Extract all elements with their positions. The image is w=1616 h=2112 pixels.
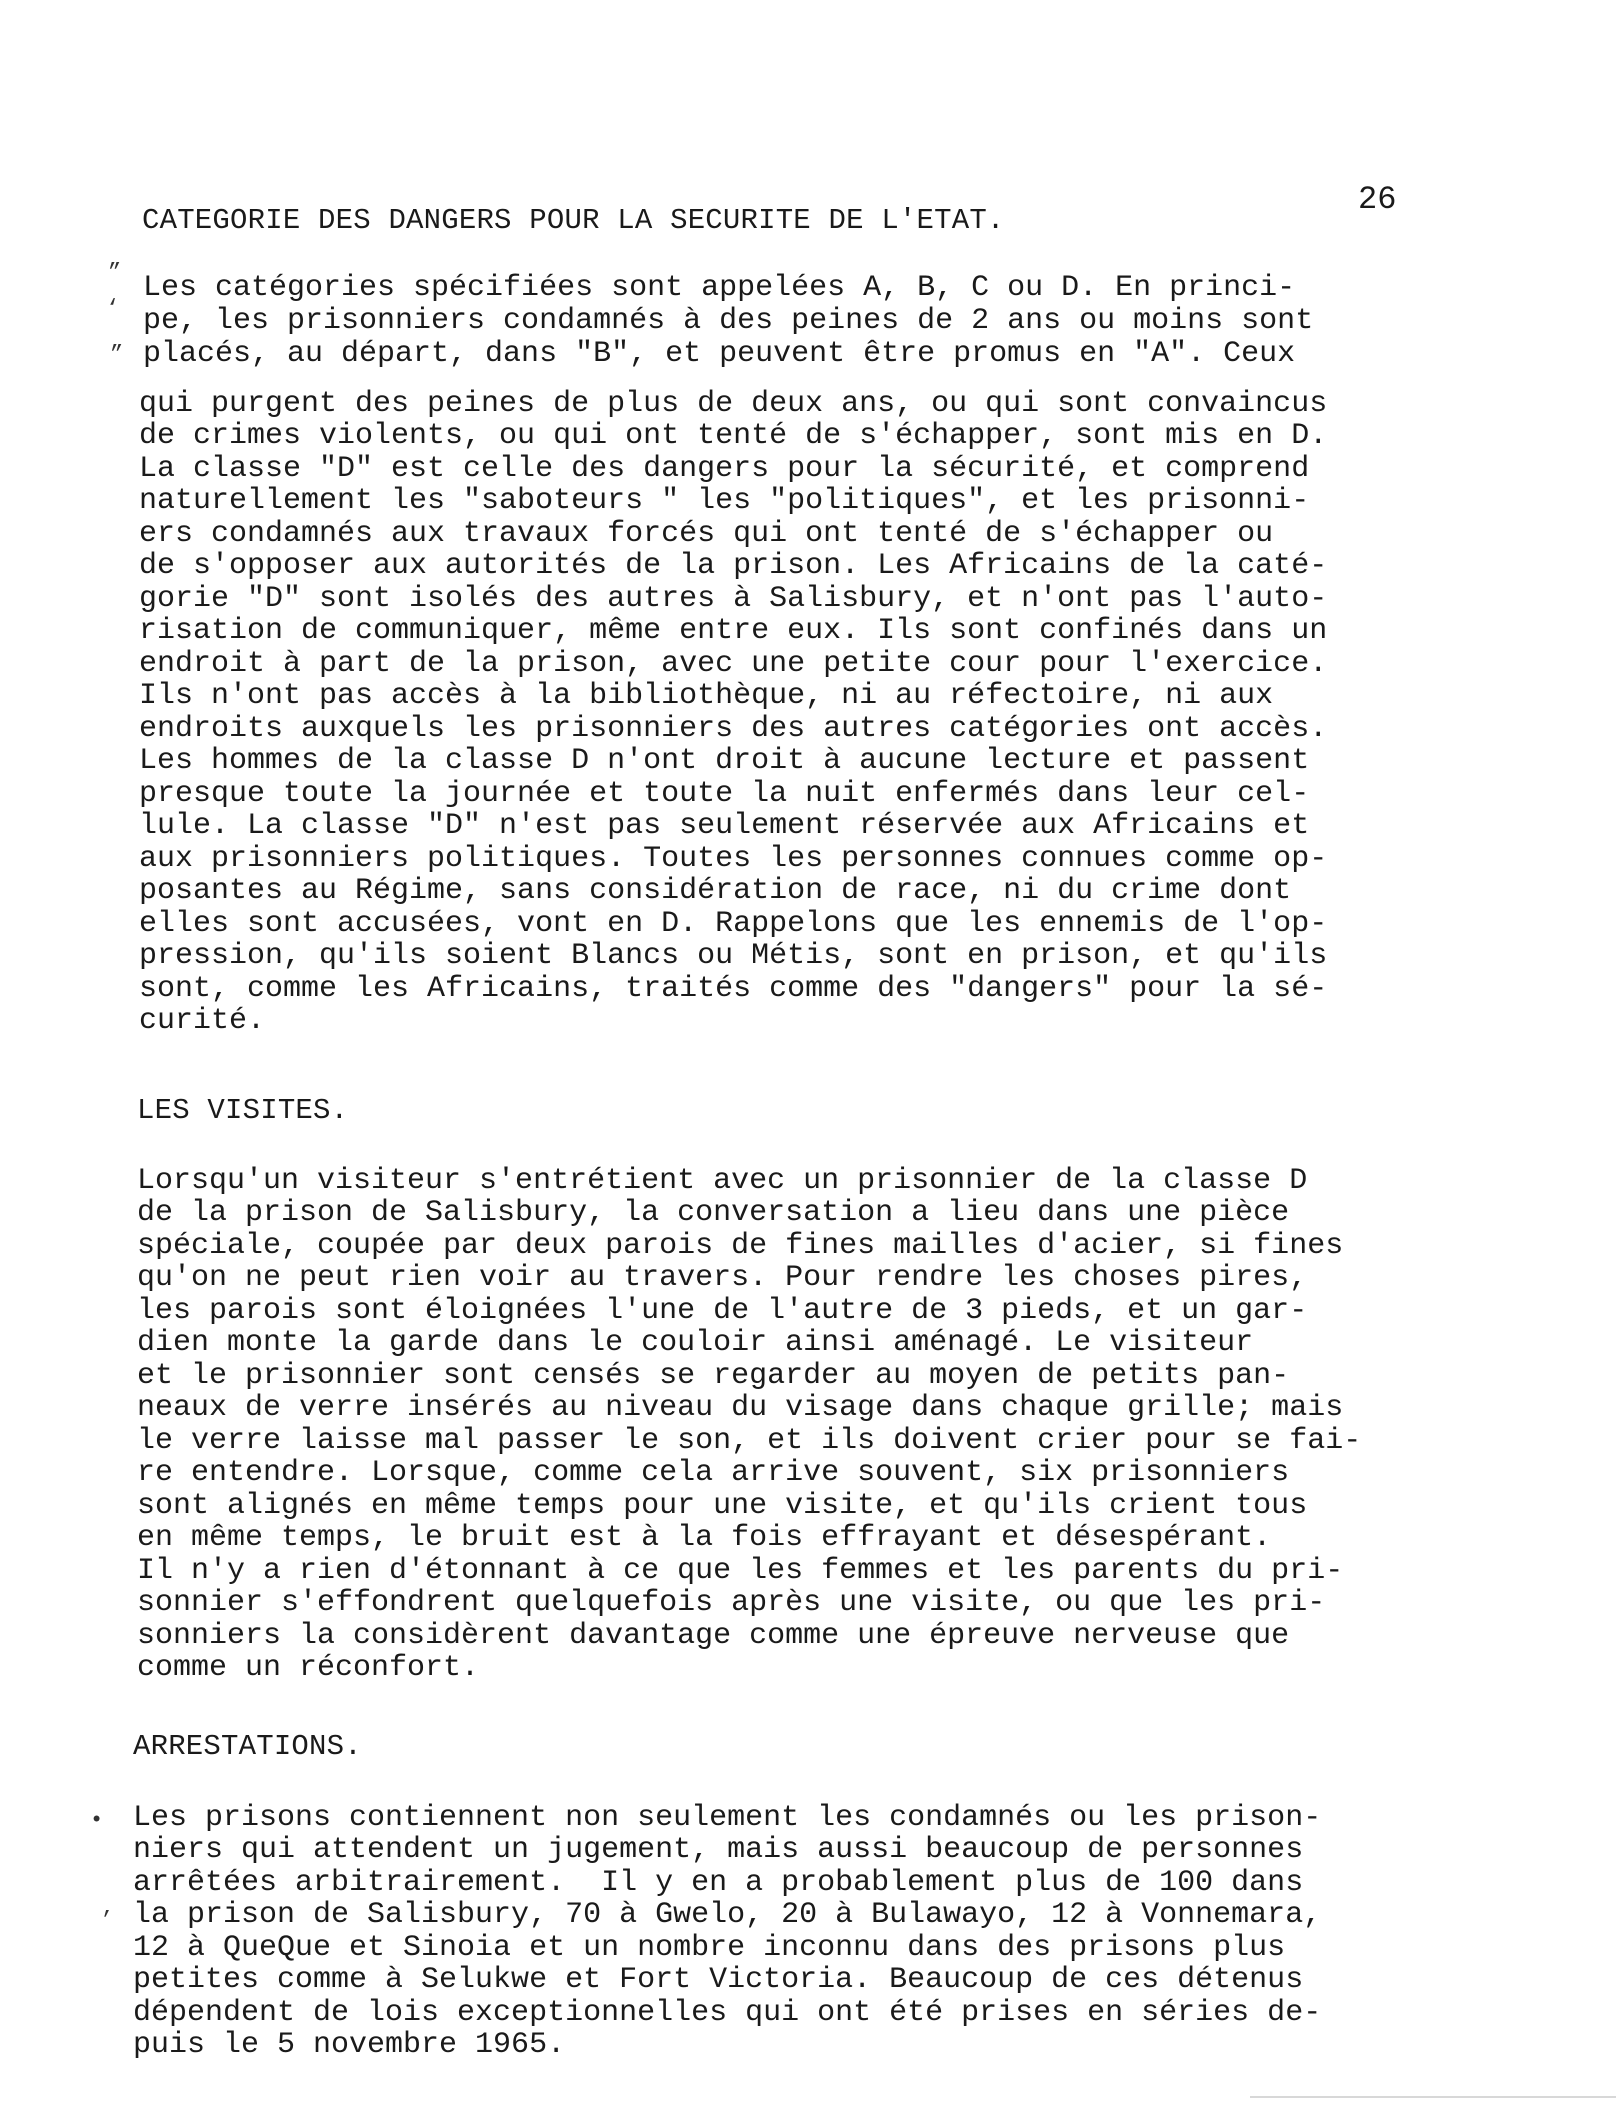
text-line: puis le 5 novembre 1965. — [133, 2028, 566, 2062]
margin-mark: ” — [110, 342, 124, 367]
text-line: 12 à QueQue et Sinoia et un nombre inconnu dans des prisons plus — [133, 1931, 1286, 1965]
section-heading-arrests: ARRESTATIONS. — [133, 1730, 362, 1763]
text-line: posantes au Régime, sans considération de race, ni du crime dont — [139, 874, 1292, 908]
text-line: sont, comme les Africains, traités comme des "dangers" pour la sé- — [139, 972, 1328, 1006]
text-line: la prison de Salisbury, 70 à Gwelo, 20 à Bulawayo, 12 à Vonnemara, — [133, 1898, 1322, 1932]
text-line: Les prisons contiennent non seulement les condamnés ou les prison- — [133, 1801, 1322, 1835]
text-line: neaux de verre insérés au niveau du visage dans chaque grille; mais — [137, 1391, 1344, 1425]
text-line: pression, qu'ils soient Blancs ou Métis, sont en prison, et qu'ils — [139, 939, 1328, 973]
text-line: La classe "D" est celle des dangers pour la sécurité, et comprend — [139, 452, 1310, 486]
text-line: pe, les prisonniers condamnés à des peines de 2 ans ou moins sont — [143, 304, 1314, 338]
page-number: 26 — [1358, 181, 1397, 218]
text-line: Il n'y a rien d'étonnant à ce que les femmes et les parents du pri- — [137, 1554, 1344, 1588]
text-line: dépendent de lois exceptionnelles qui ont été prises en séries de- — [133, 1996, 1322, 2030]
text-line: risation de communiquer, même entre eux. Ils sont confinés dans un — [139, 614, 1328, 648]
text-line: endroits auxquels les prisonniers des autres catégories ont accès. — [139, 712, 1328, 746]
text-line: niers qui attendent un jugement, mais aussi beaucoup de personnes — [133, 1833, 1304, 1867]
text-line: Lorsqu'un visiteur s'entrétient avec un prisonnier de la classe D — [137, 1164, 1308, 1198]
text-line: placés, au départ, dans "B", et peuvent être promus en "A". Ceux — [143, 337, 1296, 371]
text-line: Les hommes de la classe D n'ont droit à aucune lecture et passent — [139, 744, 1310, 778]
section-heading-categories: CATEGORIE DES DANGERS POUR LA SECURITE DE L'ETAT. — [142, 204, 1005, 237]
text-line: gorie "D" sont isolés des autres à Salisbury, et n'ont pas l'auto- — [139, 582, 1328, 616]
text-line: aux prisonniers politiques. Toutes les personnes connues comme op- — [139, 842, 1328, 876]
text-line: Les catégories spécifiées sont appelées A, B, C ou D. En princi- — [143, 271, 1296, 305]
text-line: sonnier s'effondrent quelquefois après une visite, ou que les pri- — [137, 1586, 1326, 1620]
text-line: petites comme à Selukwe et Fort Victoria. Beaucoup de ces détenus — [133, 1963, 1304, 1997]
text-line: spéciale, coupée par deux parois de fines mailles d'acier, si fines — [137, 1229, 1344, 1263]
text-line: les parois sont éloignées l'une de l'autre de 3 pieds, et un gar- — [137, 1294, 1308, 1328]
scan-edge-rule — [1250, 2096, 1616, 2098]
text-line: qu'on ne peut rien voir au travers. Pour rendre les choses pires, — [137, 1261, 1308, 1295]
text-line: comme un réconfort. — [137, 1651, 480, 1685]
text-line: lule. La classe "D" n'est pas seulement réservée aux Africains et — [139, 809, 1310, 843]
text-line: ers condamnés aux travaux forcés qui ont tenté de s'échapper ou — [139, 517, 1274, 551]
text-line: de la prison de Salisbury, la conversation a lieu dans une pièce — [137, 1196, 1290, 1230]
text-line: endroit à part de la prison, avec une petite cour pour l'exercice. — [139, 647, 1328, 681]
margin-mark: • — [90, 1808, 104, 1833]
text-line: et le prisonnier sont censés se regarder au moyen de petits pan- — [137, 1359, 1290, 1393]
text-line: arrêtées arbitrairement. Il y en a probablement plus de 100 dans — [133, 1866, 1304, 1900]
text-line: re entendre. Lorsque, comme cela arrive souvent, six prisonniers — [137, 1456, 1290, 1490]
text-line: sonniers la considèrent davantage comme une épreuve nerveuse que — [137, 1619, 1290, 1653]
text-line: Ils n'ont pas accès à la bibliothèque, ni au réfectoire, ni aux — [139, 679, 1274, 713]
text-line: presque toute la journée et toute la nuit enfermés dans leur cel- — [139, 777, 1310, 811]
text-line: qui purgent des peines de plus de deux ans, ou qui sont convaincus — [139, 387, 1328, 421]
text-line: le verre laisse mal passer le son, et ils doivent crier pour se fai- — [137, 1424, 1362, 1458]
text-line: dien monte la garde dans le couloir ainsi aménagé. Le visiteur — [137, 1326, 1254, 1360]
text-line: naturellement les "saboteurs " les "politiques", et les prisonni- — [139, 484, 1310, 518]
text-line: de crimes violents, ou qui ont tenté de s'échapper, sont mis en D. — [139, 419, 1328, 453]
text-line: elles sont accusées, vont en D. Rappelons que les ennemis de l'op- — [139, 907, 1328, 941]
text-line: de s'opposer aux autorités de la prison. Les Africains de la caté- — [139, 549, 1328, 583]
text-line: en même temps, le bruit est à la fois effrayant et désespérant. — [137, 1521, 1272, 1555]
text-line: curité. — [139, 1004, 266, 1038]
text-line: sont alignés en même temps pour une visite, et qu'ils crient tous — [137, 1489, 1308, 1523]
margin-mark: ‘ — [106, 296, 120, 321]
margin-mark: ” — [108, 260, 122, 285]
margin-mark: ’ — [100, 1908, 114, 1933]
section-heading-visits: LES VISITES. — [137, 1094, 349, 1127]
